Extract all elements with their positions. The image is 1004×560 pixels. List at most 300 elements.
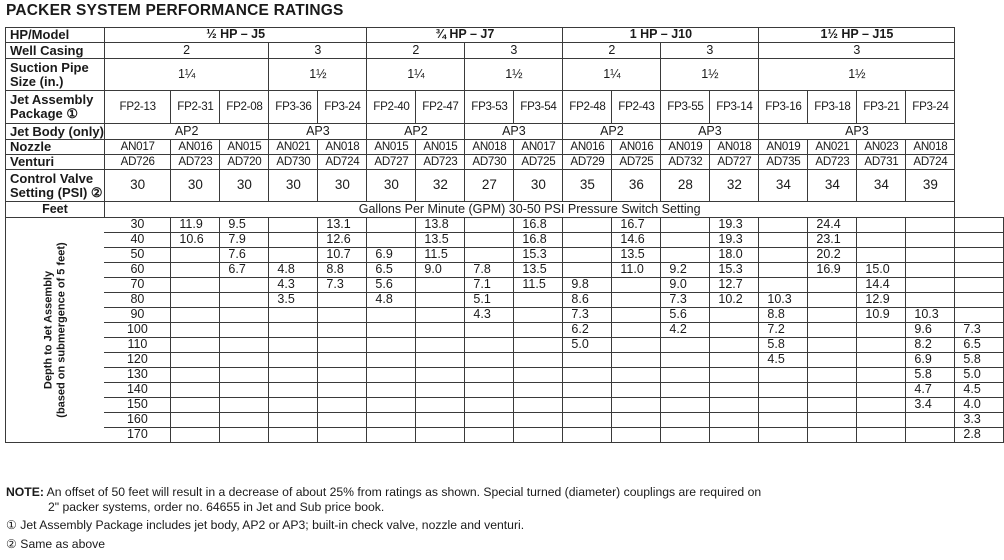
psi-value: 27: [465, 170, 514, 202]
package-code: FP2-48: [563, 91, 612, 124]
gpm-cell: 4.3: [269, 278, 318, 293]
psi-value: 32: [710, 170, 759, 202]
nozzle-code: AN017: [514, 140, 563, 155]
psi-value: 30: [171, 170, 220, 202]
depth-value: 170: [104, 428, 171, 443]
gpm-cell: [465, 233, 514, 248]
venturi-code: AD723: [171, 155, 220, 170]
gpm-cell: [367, 398, 416, 413]
suction-value: 1½: [465, 59, 563, 91]
venturi-code: AD730: [465, 155, 514, 170]
depth-row: [6, 383, 1004, 398]
gpm-cell: 7.2: [759, 323, 808, 338]
gpm-cell: [318, 338, 367, 353]
gpm-cell: [857, 413, 906, 428]
gpm-cell: [857, 368, 906, 383]
jet-body-value: AP2: [367, 124, 465, 140]
package-code: FP2-47: [416, 91, 465, 124]
gpm-cell: [857, 398, 906, 413]
gpm-cell: [661, 368, 710, 383]
jet-assembly-row: [6, 91, 1004, 124]
model-header: ¾ HP – J7: [367, 28, 563, 43]
gpm-cell: [318, 368, 367, 383]
depth-value: 50: [104, 248, 171, 263]
gpm-cell: [220, 383, 269, 398]
page-title: PACKER SYSTEM PERFORMANCE RATINGS: [6, 2, 344, 19]
depth-row: [6, 323, 1004, 338]
suction-value: 1¼: [563, 59, 661, 91]
gpm-cell: 5.6: [367, 278, 416, 293]
gpm-cell: 9.0: [661, 278, 710, 293]
gpm-cell: [563, 263, 612, 278]
gpm-cell: [367, 233, 416, 248]
psi-value: 35: [563, 170, 612, 202]
suction-value: 1½: [661, 59, 759, 91]
gpm-cell: [416, 308, 465, 323]
gpm-cell: [465, 368, 514, 383]
gpm-cell: [465, 338, 514, 353]
gpm-cell: [171, 383, 220, 398]
gpm-cell: 3.3: [955, 413, 1004, 428]
gpm-cell: 9.5: [220, 218, 269, 233]
gpm-cell: [514, 368, 563, 383]
gpm-cell: [318, 293, 367, 308]
gpm-cell: [906, 263, 955, 278]
gpm-cell: 19.3: [710, 218, 759, 233]
gpm-cell: [269, 248, 318, 263]
gpm-cell: 13.5: [416, 233, 465, 248]
gpm-cell: 4.7: [906, 383, 955, 398]
depth-row: [6, 398, 1004, 413]
gpm-cell: [906, 413, 955, 428]
jet-body-row: [6, 124, 1004, 140]
note-text: An offset of 50 feet will result in a decrease of about 25% from ratings as shown. Special turned (diameter) couplings are required on: [46, 485, 762, 499]
gpm-cell: [416, 353, 465, 368]
jet-assembly-label: Jet Assembly Package ①: [6, 91, 105, 124]
gpm-cell: [759, 368, 808, 383]
psi-value: 30: [318, 170, 367, 202]
gpm-cell: [220, 293, 269, 308]
gpm-cell: [367, 353, 416, 368]
gpm-cell: 7.3: [955, 323, 1004, 338]
gpm-cell: [220, 398, 269, 413]
package-code: FP3-55: [661, 91, 710, 124]
gpm-cell: 6.9: [367, 248, 416, 263]
gpm-cell: [759, 233, 808, 248]
psi-value: 30: [367, 170, 416, 202]
gpm-cell: 7.6: [220, 248, 269, 263]
gpm-cell: [612, 338, 661, 353]
jet-body-value: AP3: [759, 124, 955, 140]
gpm-cell: 6.5: [367, 263, 416, 278]
gpm-cell: [318, 428, 367, 443]
gpm-cell: [269, 338, 318, 353]
gpm-cell: [906, 278, 955, 293]
nozzle-code: AN023: [857, 140, 906, 155]
gpm-cell: [661, 248, 710, 263]
gpm-cell: [269, 413, 318, 428]
nozzle-code: AN016: [171, 140, 220, 155]
gpm-cell: [808, 278, 857, 293]
gpm-cell: 10.7: [318, 248, 367, 263]
package-code: FP2-40: [367, 91, 416, 124]
gpm-cell: 8.8: [318, 263, 367, 278]
gpm-cell: [612, 278, 661, 293]
venturi-code: AD731: [857, 155, 906, 170]
psi-value: 30: [104, 170, 171, 202]
gpm-cell: [661, 398, 710, 413]
venturi-code: AD727: [710, 155, 759, 170]
gpm-cell: 13.1: [318, 218, 367, 233]
depth-value: 120: [104, 353, 171, 368]
depth-row: [6, 368, 1004, 383]
gpm-cell: [563, 218, 612, 233]
venturi-code: AD720: [220, 155, 269, 170]
nozzle-code: AN015: [220, 140, 269, 155]
package-code: FP2-13: [104, 91, 171, 124]
gpm-cell: [759, 413, 808, 428]
gpm-cell: 4.3: [465, 308, 514, 323]
gpm-cell: [661, 233, 710, 248]
gpm-cell: [220, 323, 269, 338]
gpm-cell: [465, 248, 514, 263]
gpm-cell: 7.3: [661, 293, 710, 308]
gpm-cell: 9.0: [416, 263, 465, 278]
gpm-cell: [857, 218, 906, 233]
gpm-cell: 9.6: [906, 323, 955, 338]
gpm-cell: [759, 248, 808, 263]
gpm-cell: [367, 338, 416, 353]
well-casing-value: 3: [465, 43, 563, 59]
gpm-cell: 16.7: [612, 218, 661, 233]
depth-value: 100: [104, 323, 171, 338]
gpm-cell: 12.7: [710, 278, 759, 293]
gpm-cell: [416, 278, 465, 293]
gpm-cell: [514, 338, 563, 353]
psi-value: 34: [857, 170, 906, 202]
gpm-cell: [465, 383, 514, 398]
gpm-cell: [710, 338, 759, 353]
gpm-cell: [759, 398, 808, 413]
depth-value: 140: [104, 383, 171, 398]
well-casing-value: 3: [269, 43, 367, 59]
gpm-cell: 6.2: [563, 323, 612, 338]
gpm-cell: [808, 398, 857, 413]
psi-value: 36: [612, 170, 661, 202]
nozzle-code: AN015: [416, 140, 465, 155]
gpm-cell: 16.8: [514, 233, 563, 248]
gpm-cell: [416, 428, 465, 443]
gpm-cell: [269, 308, 318, 323]
gpm-cell: [612, 413, 661, 428]
package-code: FP3-24: [318, 91, 367, 124]
psi-value: 30: [514, 170, 563, 202]
gpm-cell: 13.5: [514, 263, 563, 278]
nozzle-code: AN018: [318, 140, 367, 155]
gpm-cell: [710, 398, 759, 413]
gpm-cell: [269, 323, 318, 338]
venturi-code: AD725: [612, 155, 661, 170]
gpm-cell: [220, 413, 269, 428]
gpm-cell: [710, 383, 759, 398]
package-code: FP2-43: [612, 91, 661, 124]
gpm-cell: [661, 218, 710, 233]
venturi-code: AD724: [318, 155, 367, 170]
gpm-cell: [318, 413, 367, 428]
depth-row: [6, 293, 1004, 308]
gpm-cell: [171, 308, 220, 323]
gpm-cell: [857, 383, 906, 398]
gpm-cell: [710, 428, 759, 443]
gpm-cell: 6.5: [955, 338, 1004, 353]
gpm-cell: [269, 383, 318, 398]
depth-axis-subtitle: (based on submergence of 5 feet): [55, 242, 68, 418]
gpm-cell: 16.9: [808, 263, 857, 278]
gpm-cell: [759, 218, 808, 233]
gpm-cell: 9.2: [661, 263, 710, 278]
depth-value: 130: [104, 368, 171, 383]
depth-value: 40: [104, 233, 171, 248]
gpm-cell: [906, 248, 955, 263]
gpm-cell: [857, 233, 906, 248]
gpm-cell: [563, 353, 612, 368]
gpm-cell: [808, 323, 857, 338]
gpm-cell: 7.8: [465, 263, 514, 278]
gpm-header: Gallons Per Minute (GPM) 30-50 PSI Pressure Switch Setting: [104, 202, 955, 218]
gpm-cell: 4.2: [661, 323, 710, 338]
nozzle-code: AN017: [104, 140, 171, 155]
nozzle-code: AN015: [367, 140, 416, 155]
gpm-cell: 3.4: [906, 398, 955, 413]
gpm-cell: 15.0: [857, 263, 906, 278]
package-code: FP3-16: [759, 91, 808, 124]
gpm-cell: [857, 353, 906, 368]
gpm-cell: 7.3: [563, 308, 612, 323]
gpm-cell: [318, 383, 367, 398]
gpm-cell: [955, 263, 1004, 278]
gpm-cell: [367, 383, 416, 398]
psi-value: 32: [416, 170, 465, 202]
gpm-cell: [465, 398, 514, 413]
venturi-code: AD730: [269, 155, 318, 170]
gpm-cell: [367, 368, 416, 383]
feet-label: Feet: [6, 202, 105, 218]
jet-body-value: AP3: [661, 124, 759, 140]
gpm-cell: 10.3: [759, 293, 808, 308]
venturi-code: AD735: [759, 155, 808, 170]
psi-value: 28: [661, 170, 710, 202]
gpm-cell: [612, 383, 661, 398]
depth-value: 60: [104, 263, 171, 278]
gpm-cell: 13.8: [416, 218, 465, 233]
psi-value: 34: [759, 170, 808, 202]
psi-value: 39: [906, 170, 955, 202]
gpm-cell: 19.3: [710, 233, 759, 248]
gpm-cell: [710, 368, 759, 383]
gpm-cell: [465, 428, 514, 443]
gpm-cell: [955, 308, 1004, 323]
feet-header-row: [6, 202, 1004, 218]
hp-model-row: [6, 28, 1004, 43]
depth-value: 160: [104, 413, 171, 428]
gpm-cell: [514, 428, 563, 443]
gpm-cell: [906, 428, 955, 443]
gpm-cell: 5.1: [465, 293, 514, 308]
gpm-cell: [563, 383, 612, 398]
gpm-cell: [955, 233, 1004, 248]
gpm-cell: 6.9: [906, 353, 955, 368]
gpm-cell: [563, 413, 612, 428]
model-header: 1 HP – J10: [563, 28, 759, 43]
gpm-cell: [220, 428, 269, 443]
package-code: FP3-14: [710, 91, 759, 124]
gpm-cell: 18.0: [710, 248, 759, 263]
gpm-cell: [661, 338, 710, 353]
psi-value: 34: [808, 170, 857, 202]
well-casing-label: Well Casing: [6, 43, 105, 59]
gpm-cell: [857, 428, 906, 443]
gpm-cell: [171, 248, 220, 263]
gpm-cell: 12.6: [318, 233, 367, 248]
gpm-cell: [857, 248, 906, 263]
gpm-cell: 16.8: [514, 218, 563, 233]
depth-value: 30: [104, 218, 171, 233]
gpm-cell: 10.9: [857, 308, 906, 323]
gpm-cell: 12.9: [857, 293, 906, 308]
footnote-1: ① Jet Assembly Package includes jet body, AP2 or AP3; built-in check valve, nozzle and venturi.: [6, 518, 525, 533]
package-code: FP3-18: [808, 91, 857, 124]
gpm-cell: [808, 368, 857, 383]
gpm-cell: [465, 323, 514, 338]
gpm-cell: 10.2: [710, 293, 759, 308]
nozzle-code: AN016: [612, 140, 661, 155]
well-casing-value: 2: [367, 43, 465, 59]
model-header: 1½ HP – J15: [759, 28, 955, 43]
gpm-cell: 2.8: [955, 428, 1004, 443]
venturi-code: AD724: [906, 155, 955, 170]
suction-value: 1¼: [367, 59, 465, 91]
gpm-cell: [416, 293, 465, 308]
gpm-cell: [808, 353, 857, 368]
gpm-cell: 7.1: [465, 278, 514, 293]
venturi-code: AD726: [104, 155, 171, 170]
nozzle-code: AN018: [710, 140, 759, 155]
gpm-cell: [563, 428, 612, 443]
gpm-cell: [465, 218, 514, 233]
nozzle-code: AN019: [661, 140, 710, 155]
well-casing-row: [6, 43, 1004, 59]
jet-body-value: AP3: [465, 124, 563, 140]
gpm-cell: 5.6: [661, 308, 710, 323]
package-code: FP3-53: [465, 91, 514, 124]
control-valve-label: Control Valve Setting (PSI) ②: [6, 170, 105, 202]
well-casing-value: 3: [759, 43, 955, 59]
jet-body-value: AP2: [563, 124, 661, 140]
depth-row: [6, 428, 1004, 443]
gpm-cell: [661, 428, 710, 443]
gpm-cell: 4.0: [955, 398, 1004, 413]
gpm-cell: [514, 398, 563, 413]
well-casing-value: 2: [104, 43, 269, 59]
depth-value: 70: [104, 278, 171, 293]
gpm-cell: [318, 398, 367, 413]
suction-value: 1½: [759, 59, 955, 91]
gpm-cell: [808, 383, 857, 398]
nozzle-code: AN018: [906, 140, 955, 155]
venturi-code: AD723: [416, 155, 465, 170]
gpm-cell: 20.2: [808, 248, 857, 263]
gpm-cell: [318, 308, 367, 323]
gpm-cell: [465, 413, 514, 428]
venturi-code: AD729: [563, 155, 612, 170]
depth-table-body: [6, 218, 1004, 443]
depth-row: [6, 233, 1004, 248]
gpm-cell: [514, 293, 563, 308]
gpm-cell: [367, 308, 416, 323]
gpm-cell: 5.8: [906, 368, 955, 383]
gpm-cell: 4.8: [367, 293, 416, 308]
depth-value: 150: [104, 398, 171, 413]
gpm-cell: 5.0: [563, 338, 612, 353]
gpm-cell: [710, 308, 759, 323]
gpm-cell: [661, 413, 710, 428]
model-header: ½ HP – J5: [104, 28, 367, 43]
nozzle-label: Nozzle: [6, 140, 105, 155]
gpm-cell: 13.5: [612, 248, 661, 263]
jet-body-value: AP3: [269, 124, 367, 140]
depth-value: 90: [104, 308, 171, 323]
note-paragraph: [6, 485, 858, 514]
package-code: FP3-21: [857, 91, 906, 124]
gpm-cell: 4.5: [955, 383, 1004, 398]
depth-row: [6, 353, 1004, 368]
suction-row: [6, 59, 1004, 91]
gpm-cell: 6.7: [220, 263, 269, 278]
gpm-cell: 15.3: [710, 263, 759, 278]
depth-axis-title: Depth to Jet Assembly: [42, 270, 55, 390]
gpm-cell: 5.8: [759, 338, 808, 353]
gpm-cell: [171, 353, 220, 368]
gpm-cell: [612, 353, 661, 368]
gpm-cell: [416, 368, 465, 383]
gpm-cell: [710, 323, 759, 338]
hp-model-label: HP/Model: [6, 28, 105, 43]
footnote-2: ② Same as above: [6, 536, 105, 551]
gpm-cell: [906, 293, 955, 308]
psi-value: 30: [220, 170, 269, 202]
nozzle-code: AN021: [269, 140, 318, 155]
gpm-cell: [906, 218, 955, 233]
gpm-cell: [318, 353, 367, 368]
gpm-cell: [416, 383, 465, 398]
gpm-cell: [857, 338, 906, 353]
gpm-cell: [808, 428, 857, 443]
jet-body-value: AP2: [104, 124, 269, 140]
gpm-cell: [661, 353, 710, 368]
gpm-cell: 8.8: [759, 308, 808, 323]
gpm-cell: [955, 218, 1004, 233]
gpm-cell: [220, 278, 269, 293]
gpm-cell: 5.0: [955, 368, 1004, 383]
gpm-cell: [318, 323, 367, 338]
nozzle-code: AN019: [759, 140, 808, 155]
nozzle-row: [6, 140, 1004, 155]
gpm-cell: [563, 368, 612, 383]
package-code: FP2-08: [220, 91, 269, 124]
gpm-cell: [759, 278, 808, 293]
gpm-cell: [171, 323, 220, 338]
gpm-cell: [367, 323, 416, 338]
